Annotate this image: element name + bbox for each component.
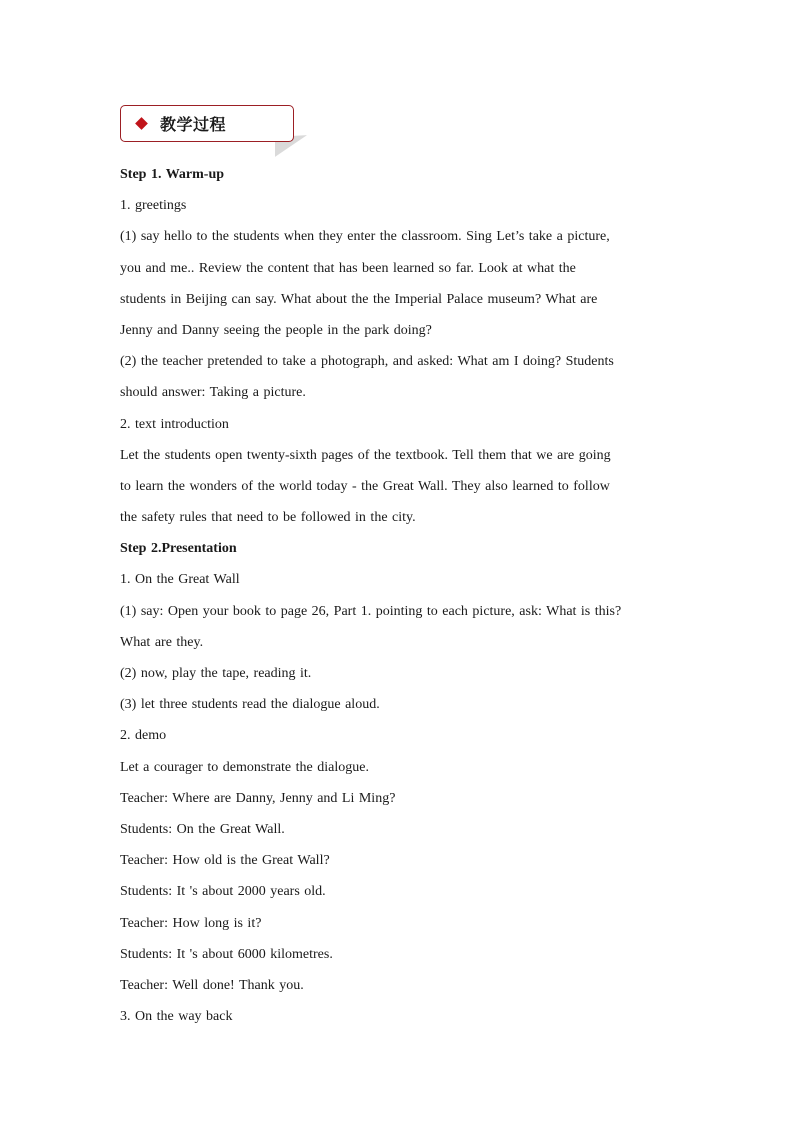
text-line: (1) say hello to the students when they enter the classroom. Sing Let’s take a picture, [120, 229, 610, 245]
text-line: Let a courager to demonstrate the dialogue. [120, 759, 369, 775]
text-line: the safety rules that need to be followed in the city. [120, 510, 416, 526]
section-title: 教学过程 [160, 115, 227, 134]
text-line: (2) the teacher pretended to take a photograph, and asked: What am I doing? Students [120, 354, 614, 370]
lesson-content [120, 159, 680, 1032]
text-line: 1. On the Great Wall [120, 572, 240, 588]
step-heading: Step 2.Presentation [120, 541, 237, 557]
text-line: 2. demo [120, 728, 167, 744]
text-line: Teacher: Well done! Thank you. [120, 977, 304, 993]
text-line: (2) now, play the tape, reading it. [120, 666, 312, 681]
section-tag [120, 105, 294, 142]
text-line: Students: It 's about 6000 kilometres. [120, 946, 333, 962]
text-line: to learn the wonders of the world today - the Great Wall. They also learned to follow [120, 478, 610, 494]
text-line: Students: It 's about 2000 years old. [120, 884, 326, 900]
text-line: (1) say: Open your book to page 26, Part 1. pointing to each picture, ask: What is this? [120, 603, 622, 619]
text-line: Jenny and Danny seeing the people in the park doing? [120, 322, 432, 338]
text-line: Students: On the Great Wall. [120, 821, 285, 837]
text-line: 3. On the way back [120, 1009, 233, 1025]
text-line: Teacher: Where are Danny, Jenny and Li Ming? [120, 790, 396, 806]
text-line: 2. text introduction [120, 416, 229, 432]
text-line: Teacher: How old is the Great Wall? [120, 853, 330, 869]
step-heading: Step 1. Warm-up [120, 167, 225, 182]
text-line: (3) let three students read the dialogue aloud. [120, 697, 380, 713]
text-line: Let the students open twenty-sixth pages of the textbook. Tell them that we are going [120, 447, 611, 463]
diamond-icon [135, 117, 148, 130]
text-line: should answer: Taking a picture. [120, 385, 306, 401]
text-line: Teacher: How long is it? [120, 915, 262, 931]
text-line: you and me.. Review the content that has been learned so far. Look at what the [120, 260, 576, 276]
text-line: 1. greetings [120, 198, 187, 214]
text-line: What are they. [120, 634, 204, 650]
text-line: students in Beijing can say. What about the the Imperial Palace museum? What are [120, 291, 598, 307]
